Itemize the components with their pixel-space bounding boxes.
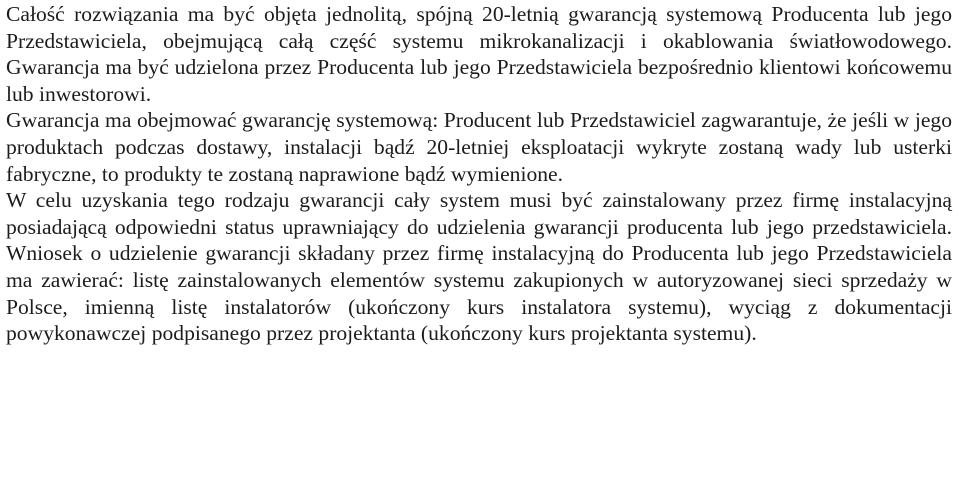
paragraph-warranty-coverage: Gwarancja ma obejmować gwarancję systemową: Producent lub Przedstawiciel zagwarantuje, że jeśli w jego produktach podczas dostawy, instalacji bądź 20-letniej eksploatacji wykryte zostaną wady lub usterki fabryczne, to produkty te zostaną naprawione bądź wymienione. xyxy=(6,108,952,186)
paragraph-warranty-scope: Całość rozwiązania ma być objęta jednolitą, spójną 20-letnią gwarancją systemową Producenta lub jego Przedstawiciela, obejmującą całą część systemu mikrokanalizacji i okablowania światłowodowego. Gwarancja ma być udzielona przez Producenta lub jego Przedstawiciela bezpośrednio klientowi końcowemu lub inwestorowi. xyxy=(6,2,952,106)
paragraph-warranty-requirements: W celu uzyskania tego rodzaju gwarancji cały system musi być zainstalowany przez firmę instalacyjną posiadającą odpowiedni status uprawniający do udzielenia gwarancji producenta lub jego przedstawiciela. Wniosek o udzielenie gwarancji składany przez firmę instalacyjną do Producenta lub jego Przedstawiciela ma zawierać: listę zainstalowanych elementów systemu zakupionych w autoryzowanej sieci sprzedaży w Polsce, imienną listę instalatorów (ukończony kurs instalatora systemu), wyciąg z dokumentacji powykonawczej podpisanego przez projektanta (ukończony kurs projektanta systemu). xyxy=(6,188,952,346)
document-page xyxy=(0,1,960,483)
